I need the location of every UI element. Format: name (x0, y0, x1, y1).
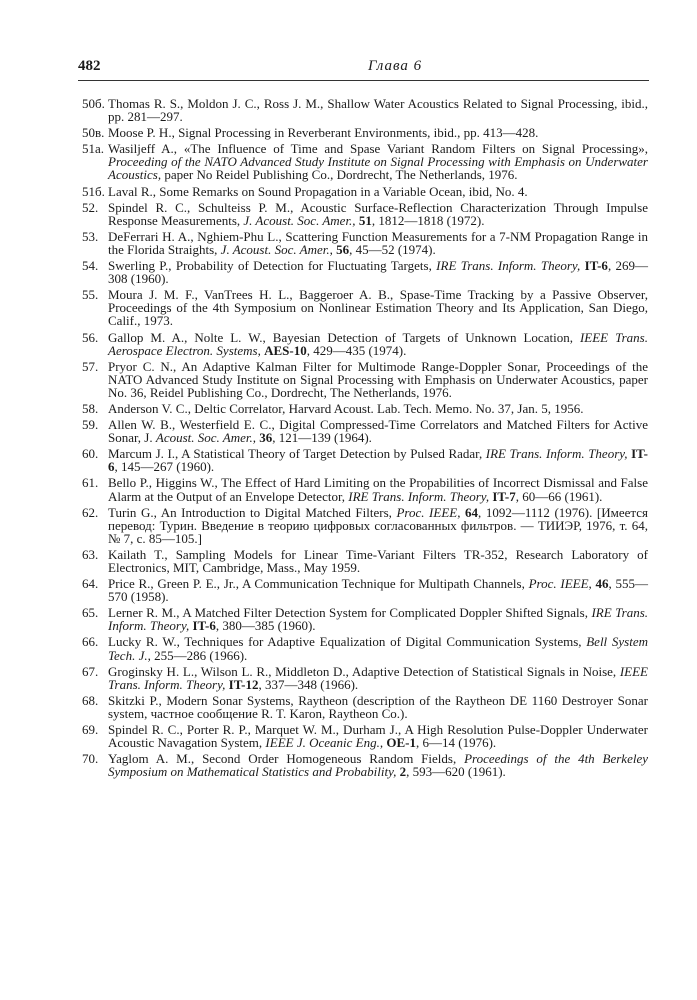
reference-text-segment: Swerling P., Probability of Detection for Fluctuating Targets, (108, 258, 437, 274)
reference-volume-bold: 56 (336, 241, 350, 257)
running-title: Глава 6 (368, 58, 423, 74)
reference-number: 54. (82, 258, 99, 274)
reference-text (108, 359, 648, 400)
reference-number: 65. (82, 605, 99, 621)
reference-volume-bold: IT-7 (492, 488, 516, 504)
reference-item (82, 141, 648, 183)
reference-text-segment: Moura J. M. F., VanTrees H. L., Baggeroer A. B., Spase-Time Tracking by a Passive Observer, Proceedings of the 4th Symposium on Nonlinear Estimation Theory and Its Application, San Diego, Calif., 1973. (108, 287, 648, 329)
reference-number: 61. (82, 475, 99, 491)
reference-volume-bold: IT-6 (108, 446, 648, 475)
reference-text (108, 417, 648, 445)
reference-text-segment: Spindel R. C., Schulteiss P. M., Acoustic Surface-Reflection Characterization Through Impulse Response Measurements, (108, 199, 648, 228)
reference-text-segment: Anderson V. C., Deltic Correlator, Harvard Acoust. Lab. Tech. Memo. No. 37, Jan. 5, 1956. (108, 400, 584, 416)
reference-text-segment: Gallop M. A., Nolte L. W., Bayesian Detection of Targets of Unknown Location, (108, 329, 580, 345)
reference-source-italic: IRE Trans. Inform. Theory, (348, 488, 490, 504)
reference-text-segment: , 121—139 (1964). (272, 430, 372, 446)
reference-number: 64. (82, 576, 99, 592)
reference-text (108, 96, 648, 124)
reference-text (108, 401, 584, 416)
reference-item (82, 605, 649, 634)
reference-text-segment: Moose P. H., Signal Processing in Reverberant Environments, ibid., pp. 413—428. (108, 125, 539, 141)
reference-text-segment: , 6—14 (1976). (415, 735, 497, 751)
reference-item (82, 228, 648, 257)
reference-text (108, 141, 648, 182)
reference-text (108, 505, 648, 546)
reference-text (108, 258, 648, 286)
reference-text-segment: Lucky R. W., Techniques for Adaptive Equalization of Digital Communication Systems, (108, 634, 587, 650)
reference-source-italic: J. Acoust. Soc. Amer., (220, 241, 333, 257)
reference-number: 51б. (82, 183, 105, 199)
reference-item (82, 96, 648, 125)
reference-item (82, 329, 648, 358)
reference-volume-bold: 64 (465, 504, 479, 520)
reference-text-segment: , 145—267 (1960). (114, 459, 215, 475)
reference-source-italic: IRE Trans. Inform. Theory, (108, 605, 649, 634)
reference-number: 56. (82, 329, 99, 345)
reference-item (82, 199, 648, 228)
reference-source-italic: Proceeding of the NATO Advanced Study Institute on Signal Processing with Emphasis on Underwater Acoustics, (108, 154, 648, 183)
reference-item (82, 634, 648, 663)
reference-text-segment: , 1812—1818 (1972). (371, 212, 485, 228)
reference-source-italic: Acoust. Soc. Amer., (155, 430, 257, 446)
reference-item (82, 751, 648, 780)
reference-text (108, 200, 648, 228)
reference-item (82, 125, 648, 141)
reference-source-italic: Bell System Tech. J., (108, 634, 648, 663)
reference-text-segment: , 337—348 (1966). (258, 676, 359, 692)
reference-text-segment: DeFerrari H. A., Nghiem-Phu L., Scattering Function Measurements for a 7-NM Propagation Range in the Florida Straights, (108, 228, 648, 257)
reference-volume-bold: IT-6 (192, 618, 216, 634)
reference-volume-bold: OE-1 (386, 735, 416, 751)
reference-volume-bold: 36 (259, 430, 273, 446)
reference-text (108, 693, 648, 721)
reference-number: 59. (82, 417, 99, 433)
reference-text-segment: , 429—435 (1974). (306, 342, 407, 358)
reference-item (82, 183, 648, 199)
reference-item (82, 417, 648, 446)
reference-text-segment: , 269—308 (1960). (108, 258, 649, 287)
reference-source-italic: Proc. IEEE, (528, 576, 592, 592)
reference-source-italic: IEEE Trans. Aerospace Electron. Systems, (108, 329, 648, 358)
page-number: 482 (78, 58, 101, 74)
reference-item (82, 358, 648, 400)
reference-number: 57. (82, 358, 99, 374)
reference-number: 62. (82, 504, 99, 520)
reference-number: 52. (82, 199, 99, 215)
reference-number: 53. (82, 228, 99, 244)
reference-volume-bold: 51 (358, 212, 372, 228)
reference-item (82, 722, 648, 751)
reference-number: 66. (82, 634, 99, 650)
reference-text (108, 287, 648, 328)
reference-text-segment: Laval R., Some Remarks on Sound Propagation in a Variable Ocean, ibid, No. 4. (108, 183, 528, 199)
reference-text-segment: Yaglom A. M., Second Order Homogeneous Random Fields, (108, 751, 465, 767)
reference-number: 60. (82, 446, 99, 462)
reference-number: 70. (82, 751, 99, 767)
reference-text-segment: Pryor C. N., An Adaptive Kalman Filter for Multimode Range-Doppler Sonar, Proceedings of the NATO Advanced Study Institute on Signal Processing with Emphasis on Underwater Acoustics, paper No. 36, Reidel Publishing Co., Dordrecht, The Netherlands, 1976. (108, 358, 648, 400)
reference-item (82, 663, 648, 692)
reference-item (82, 446, 648, 475)
reference-number: 68. (82, 692, 99, 708)
reference-source-italic: IRE Trans. Inform. Theory, (485, 446, 628, 462)
reference-text (108, 125, 538, 140)
reference-item (82, 692, 648, 721)
reference-text-segment: , 1092—1112 (1976). [Имеется перевод: Турин. Введение в теорию цифровых согласованных фильтров. — ТИИЭР, 1976, т. 64, № 7, с. 85—105.] (108, 504, 649, 546)
reference-text-segment: Kailath T., Sampling Models for Linear Time-Variant Filters TR-352, Research Laboratory of Electronics, MIT, Cambridge, Mass., May 1959. (108, 546, 648, 575)
reference-text-segment: 255—286 (1966). (150, 647, 248, 663)
reference-text (108, 547, 648, 575)
reference-text-segment: Wasiljeff A., «The Influence of Time and Spase Variant Random Filters on Signal Processing», (108, 141, 648, 157)
reference-source-italic: IEEE J. Oceanic Eng., (265, 735, 384, 751)
reference-number: 58. (82, 400, 99, 416)
reference-text-segment: Spindel R. C., Porter R. P., Marquet W. M., Durham J., A High Resolution Pulse-Doppler Underwater Acoustic Navagation System, (108, 722, 648, 751)
reference-text-segment: Turin G., An Introduction to Digital Matched Filters, (108, 504, 397, 520)
reference-text (108, 229, 648, 257)
reference-text (108, 634, 648, 662)
reference-text (108, 664, 648, 692)
reference-number: 67. (82, 663, 99, 679)
reference-volume-bold: IT-6 (584, 258, 608, 274)
reference-number: 63. (82, 546, 99, 562)
reference-item (82, 576, 648, 605)
reference-number: 50б. (82, 96, 105, 111)
reference-text-segment: paper No Reidel Publishing Co., Dordrecht, The Netherlands, 1976. (161, 167, 518, 183)
reference-number: 50в. (82, 125, 105, 141)
reference-text (108, 576, 648, 604)
reference-text-segment: , 60—66 (1961). (515, 488, 603, 504)
reference-text (108, 330, 648, 358)
reference-volume-bold: AES-10 (264, 342, 307, 358)
reference-text-segment: Marcum J. I., A Statistical Theory of Target Detection by Pulsed Radar, (108, 446, 486, 462)
reference-text (108, 184, 528, 199)
reference-text-segment: , 555—570 (1958). (108, 576, 648, 605)
reference-text-segment: , 45—52 (1974). (349, 241, 436, 257)
reference-list (82, 96, 649, 781)
reference-text-segment: Skitzki P., Modern Sonar Systems, Raytheon (description of the Raytheon DE 1160 Destroyer Sonar system, частное сообщение R. T. Karon, Raytheon Co.). (108, 692, 648, 721)
reference-volume-bold: 2 (399, 764, 407, 780)
reference-source-italic: IEEE Trans. Inform. Theory, (108, 663, 648, 692)
reference-text-segment: , 593—620 (1961). (406, 764, 506, 780)
reference-item (82, 287, 648, 329)
page-header (78, 58, 649, 81)
reference-source-italic: Proceedings of the 4th Berkeley Symposium on Mathematical Statistics and Probability, (108, 751, 648, 780)
reference-item (82, 546, 648, 575)
reference-number: 55. (82, 287, 99, 303)
reference-text-segment: Price R., Green P. E., Jr., A Communication Technique for Multipath Channels, (108, 576, 529, 592)
reference-text (108, 446, 648, 474)
reference-text-segment: Allen W. B., Westerfield E. C., Digital Compressed-Time Correlators and Matched Filters for Active Sonar, J. (108, 417, 648, 446)
reference-number: 69. (82, 722, 99, 738)
reference-item (82, 400, 648, 416)
reference-item (82, 475, 648, 504)
reference-source-italic: J. Acoust. Soc. Amer., (243, 212, 356, 228)
reference-item (82, 258, 649, 287)
reference-volume-bold: IT-12 (228, 676, 259, 692)
reference-source-italic: IRE Trans. Inform. Theory, (436, 258, 581, 274)
reference-text-segment: Groginsky H. L., Wilson L. R., Middleton D., Adaptive Detection of Statistical Signals in Noise, (108, 663, 620, 679)
reference-volume-bold: 46 (595, 576, 609, 592)
reference-text-segment: Lerner R. M., A Matched Filter Detection System for Complicated Doppler Shifted Signals, (108, 605, 592, 621)
reference-text (108, 605, 648, 633)
reference-item (82, 504, 649, 546)
reference-text-segment: Bello P., Higgins W., The Effect of Hard Limiting on the Propabilities of Incorrect Dismissal and False Alarm at the Output of an Envelope Detector, (108, 475, 648, 504)
reference-text-segment: Thomas R. S., Moldon J. C., Ross J. M., Shallow Water Acoustics Related to Signal Processing, ibid., pp. 281—297. (108, 96, 648, 125)
reference-text (108, 722, 648, 750)
reference-source-italic: Proc. IEEE, (396, 504, 461, 520)
reference-text-segment: , 380—385 (1960). (215, 618, 316, 634)
reference-text (108, 475, 648, 503)
reference-number: 51а. (82, 141, 105, 157)
reference-text (108, 751, 648, 779)
